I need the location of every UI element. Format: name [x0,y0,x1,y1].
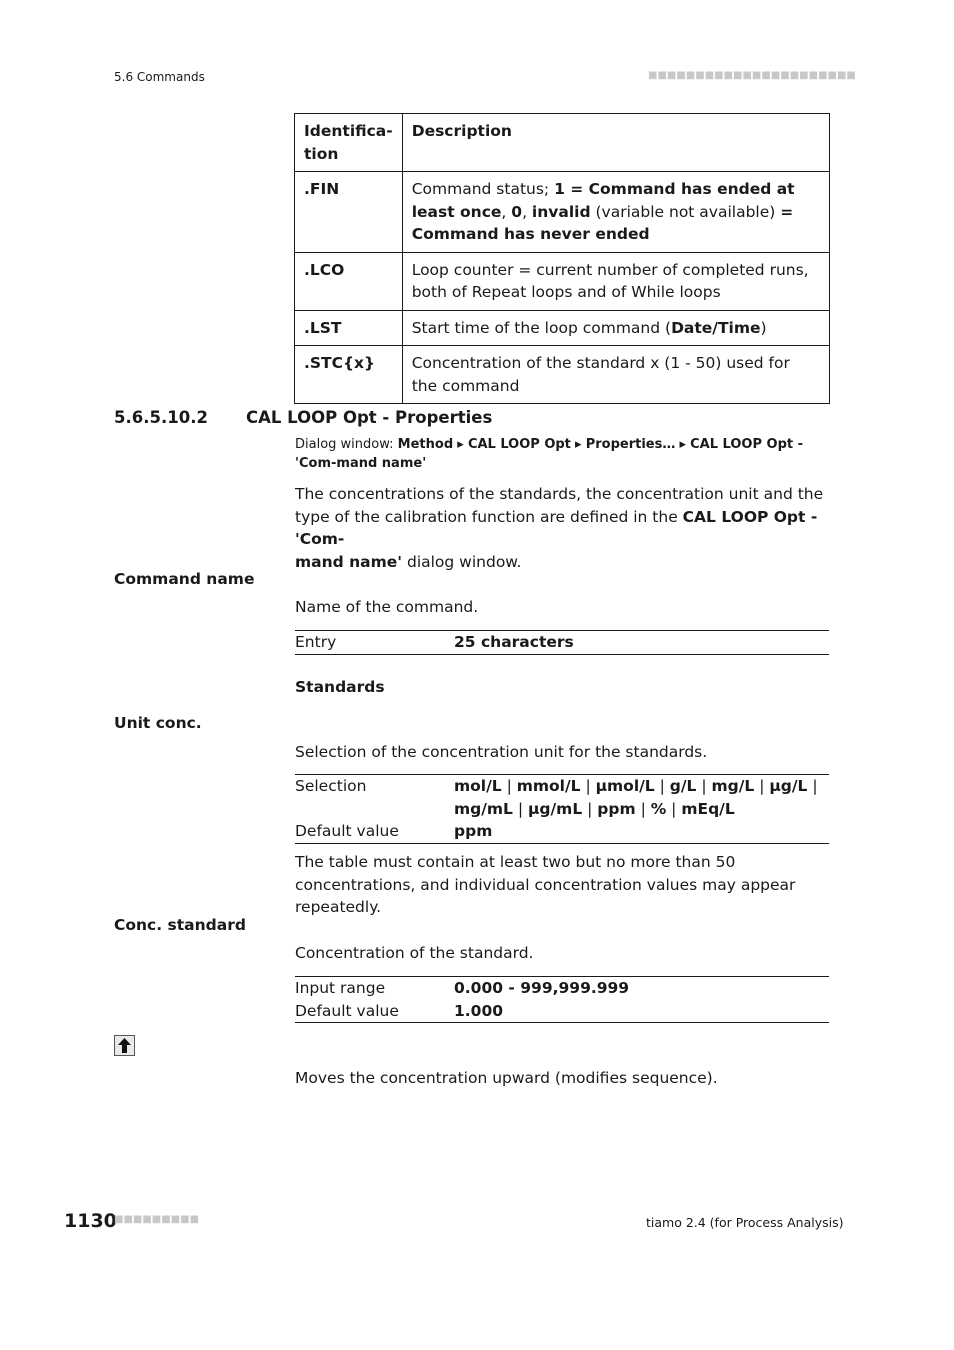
row-identification: .FIN [295,172,403,253]
default-value: 1.000 [454,1001,504,1020]
table-row [295,346,830,404]
intro-text-end: dialog window. [402,552,522,571]
row-description: Command status; 1 = Command has ended at least once, 0, invalid (variable not available) = Command has never ended [402,172,829,253]
dialog-path: Dialog window: Method ▸ CAL LOOP Opt ▸ Properties… ▸ CAL LOOP Opt - 'Com-mand name' [295,437,804,471]
label-conc-standard: Conc. standard [114,916,246,934]
label-unit-conc: Unit conc. [114,714,202,732]
page-number: 1130 [64,1210,117,1232]
section-title: CAL LOOP Opt - Properties [246,408,493,427]
table-row [295,252,830,310]
default-value: ppm [454,822,493,840]
row-description: Start time of the loop command (Date/Time) [402,310,829,346]
table-header-row [295,114,830,172]
table-row [295,310,830,346]
footer-product: tiamo 2.4 (for Process Analysis) [646,1215,844,1230]
input-range-key: Input range [295,979,386,997]
standards-heading: Standards [295,678,385,696]
unit-conc-desc: Selection of the concentration unit for the standards. [295,743,708,761]
footer-dots: ■■■■■■■■■ [114,1214,200,1225]
selection-options: mol/L | mmol/L | µmol/L | g/L | mg/L | µg/L | mg/mL | µg/mL | ppm | % | mEq/L [454,777,818,818]
col-header-description: Description [402,114,829,172]
table-row [295,172,830,253]
unit-conc-properties [295,774,829,844]
conc-standard-properties [295,976,829,1023]
row-identification: .LCO [295,252,403,310]
default-key: Default value [295,822,399,840]
intro-dialog-name: CAL LOOP Opt - 'Com- mand name' [295,507,818,571]
selection-key: Selection [295,777,367,795]
running-header-section: 5.6 Commands [114,70,205,84]
input-range-value: 0.000 - 999,999.999 [454,979,630,997]
move-up-desc: Moves the concentration upward (modifies sequence). [295,1069,718,1087]
default-key: Default value [295,1001,399,1020]
unit-conc-note: The table must contain at least two but no more than 50 concentrations, and individual concentration values may appear repeatedly. [295,853,796,916]
command-name-properties [295,630,829,655]
row-identification: .LST [295,310,403,346]
col-header-identification: Identifica- tion [295,114,403,172]
arrow-up-icon [114,1035,135,1056]
intro-paragraph [295,483,829,573]
label-command-name: Command name [114,570,255,588]
row-description: Loop counter = current number of completed runs, both of Repeat loops and of While loops [402,252,829,310]
conc-standard-desc: Concentration of the standard. [295,944,534,962]
row-description: Concentration of the standard x (1 - 50) used for the command [402,346,829,404]
intro-text: The concentrations of the standards, the concentration unit and the type of the calibration function are defined in the [295,485,824,526]
command-name-desc: Name of the command. [295,598,479,616]
header-dots: ■■■■■■■■■■■■■■■■■■■■■■ [648,70,856,81]
section-number: 5.6.5.10.2 [114,408,208,427]
entry-value: 25 characters [454,633,574,651]
entry-key: Entry [295,633,337,651]
row-identification: .STC{x} [295,346,403,404]
identification-table [294,113,830,404]
